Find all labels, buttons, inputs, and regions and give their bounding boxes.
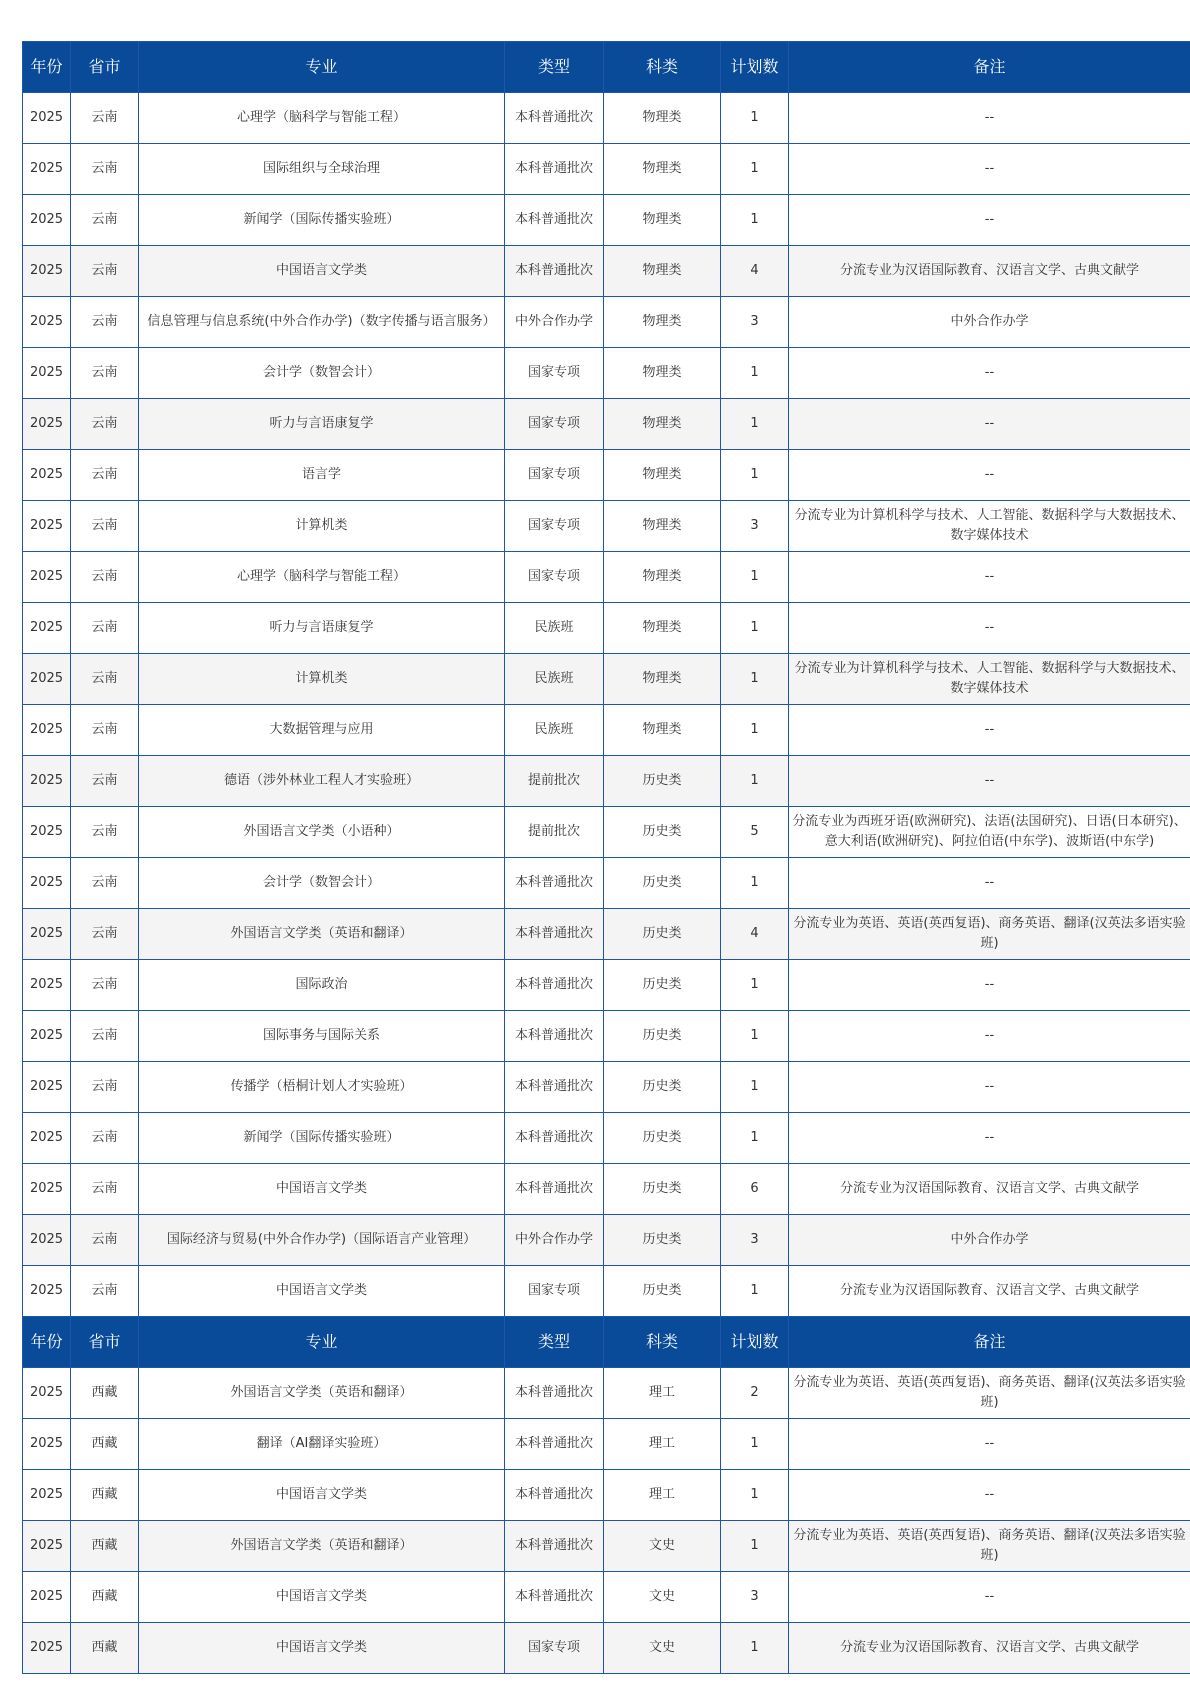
major-cell: 中国语言文学类: [139, 1470, 505, 1521]
year-cell: 2025: [23, 1419, 71, 1470]
table-header-row: [23, 1317, 1190, 1368]
province-cell: 云南: [71, 909, 139, 960]
note-cell: 分流专业为汉语国际教育、汉语言文学、古典文献学: [789, 246, 1190, 297]
note-cell: --: [789, 756, 1190, 807]
table-row: [23, 1572, 1190, 1623]
count-cell: 4: [721, 909, 789, 960]
category-cell: 历史类: [604, 1164, 721, 1215]
year-cell: 2025: [23, 297, 71, 348]
type-cell: 本科普通批次: [505, 1521, 604, 1572]
note-cell: 分流专业为西班牙语(欧洲研究)、法语(法国研究)、日语(日本研究)、意大利语(欧洲研究)、阿拉伯语(中东学)、波斯语(中东学): [789, 807, 1190, 858]
column-header: 类型: [505, 42, 604, 93]
table-row: [23, 1470, 1190, 1521]
year-cell: 2025: [23, 909, 71, 960]
province-cell: 云南: [71, 348, 139, 399]
column-header: 省市: [71, 1317, 139, 1368]
note-cell: --: [789, 1062, 1190, 1113]
type-cell: 本科普通批次: [505, 246, 604, 297]
category-cell: 物理类: [604, 348, 721, 399]
count-cell: 1: [721, 1266, 789, 1317]
province-cell: 云南: [71, 807, 139, 858]
category-cell: 物理类: [604, 705, 721, 756]
year-cell: 2025: [23, 756, 71, 807]
province-cell: 云南: [71, 705, 139, 756]
major-cell: 会计学（数智会计）: [139, 858, 505, 909]
category-cell: 物理类: [604, 93, 721, 144]
province-cell: 西藏: [71, 1368, 139, 1419]
type-cell: 本科普通批次: [505, 858, 604, 909]
note-cell: 分流专业为汉语国际教育、汉语言文学、古典文献学: [789, 1164, 1190, 1215]
category-cell: 历史类: [604, 1062, 721, 1113]
year-cell: 2025: [23, 144, 71, 195]
province-cell: 云南: [71, 1011, 139, 1062]
major-cell: 中国语言文学类: [139, 1266, 505, 1317]
count-cell: 1: [721, 1062, 789, 1113]
table-row: [23, 858, 1190, 909]
province-cell: 云南: [71, 297, 139, 348]
major-cell: 国际政治: [139, 960, 505, 1011]
province-cell: 云南: [71, 654, 139, 705]
year-cell: 2025: [23, 1266, 71, 1317]
note-cell: --: [789, 552, 1190, 603]
category-cell: 历史类: [604, 909, 721, 960]
major-cell: 计算机类: [139, 501, 505, 552]
province-cell: 云南: [71, 1266, 139, 1317]
note-cell: --: [789, 705, 1190, 756]
province-cell: 云南: [71, 93, 139, 144]
enrollment-plan-table: [22, 41, 1190, 1674]
year-cell: 2025: [23, 93, 71, 144]
category-cell: 历史类: [604, 960, 721, 1011]
type-cell: 国家专项: [505, 348, 604, 399]
column-header: 备注: [789, 1317, 1190, 1368]
count-cell: 1: [721, 756, 789, 807]
major-cell: 中国语言文学类: [139, 1623, 505, 1674]
count-cell: 5: [721, 807, 789, 858]
column-header: 专业: [139, 1317, 505, 1368]
category-cell: 物理类: [604, 603, 721, 654]
type-cell: 本科普通批次: [505, 1572, 604, 1623]
column-header: 专业: [139, 42, 505, 93]
count-cell: 3: [721, 501, 789, 552]
column-header: 年份: [23, 1317, 71, 1368]
table-row: [23, 1419, 1190, 1470]
major-cell: 中国语言文学类: [139, 246, 505, 297]
table-row: [23, 1113, 1190, 1164]
table-row: [23, 552, 1190, 603]
type-cell: 国家专项: [505, 1623, 604, 1674]
major-cell: 信息管理与信息系统(中外合作办学)（数字传播与语言服务）: [139, 297, 505, 348]
year-cell: 2025: [23, 1572, 71, 1623]
column-header: 科类: [604, 1317, 721, 1368]
type-cell: 国家专项: [505, 450, 604, 501]
year-cell: 2025: [23, 1164, 71, 1215]
year-cell: 2025: [23, 1011, 71, 1062]
type-cell: 国家专项: [505, 1266, 604, 1317]
year-cell: 2025: [23, 1470, 71, 1521]
major-cell: 听力与言语康复学: [139, 603, 505, 654]
province-cell: 西藏: [71, 1470, 139, 1521]
type-cell: 本科普通批次: [505, 1164, 604, 1215]
count-cell: 1: [721, 144, 789, 195]
major-cell: 听力与言语康复学: [139, 399, 505, 450]
note-cell: 中外合作办学: [789, 1215, 1190, 1266]
category-cell: 物理类: [604, 399, 721, 450]
type-cell: 国家专项: [505, 501, 604, 552]
province-cell: 云南: [71, 195, 139, 246]
major-cell: 外国语言文学类（英语和翻译）: [139, 909, 505, 960]
type-cell: 民族班: [505, 705, 604, 756]
count-cell: 2: [721, 1368, 789, 1419]
type-cell: 本科普通批次: [505, 909, 604, 960]
category-cell: 历史类: [604, 1113, 721, 1164]
table-row: [23, 399, 1190, 450]
type-cell: 本科普通批次: [505, 1113, 604, 1164]
year-cell: 2025: [23, 960, 71, 1011]
note-cell: 分流专业为英语、英语(英西复语)、商务英语、翻译(汉英法多语实验班): [789, 909, 1190, 960]
type-cell: 本科普通批次: [505, 144, 604, 195]
note-cell: 分流专业为汉语国际教育、汉语言文学、古典文献学: [789, 1266, 1190, 1317]
table-row: [23, 501, 1190, 552]
major-cell: 心理学（脑科学与智能工程）: [139, 93, 505, 144]
count-cell: 1: [721, 1113, 789, 1164]
major-cell: 中国语言文学类: [139, 1572, 505, 1623]
count-cell: 1: [721, 399, 789, 450]
table-row: [23, 1062, 1190, 1113]
count-cell: 1: [721, 1470, 789, 1521]
year-cell: 2025: [23, 1368, 71, 1419]
note-cell: --: [789, 1419, 1190, 1470]
major-cell: 心理学（脑科学与智能工程）: [139, 552, 505, 603]
count-cell: 1: [721, 93, 789, 144]
count-cell: 1: [721, 705, 789, 756]
note-cell: 分流专业为汉语国际教育、汉语言文学、古典文献学: [789, 1623, 1190, 1674]
table-row: [23, 348, 1190, 399]
column-header: 备注: [789, 42, 1190, 93]
table-row: [23, 1521, 1190, 1572]
category-cell: 理工: [604, 1419, 721, 1470]
note-cell: --: [789, 1011, 1190, 1062]
category-cell: 历史类: [604, 858, 721, 909]
type-cell: 本科普通批次: [505, 1011, 604, 1062]
count-cell: 3: [721, 1572, 789, 1623]
year-cell: 2025: [23, 654, 71, 705]
year-cell: 2025: [23, 399, 71, 450]
year-cell: 2025: [23, 195, 71, 246]
category-cell: 理工: [604, 1470, 721, 1521]
category-cell: 文史: [604, 1572, 721, 1623]
note-cell: 分流专业为英语、英语(英西复语)、商务英语、翻译(汉英法多语实验班): [789, 1521, 1190, 1572]
note-cell: --: [789, 1572, 1190, 1623]
count-cell: 1: [721, 348, 789, 399]
count-cell: 4: [721, 246, 789, 297]
note-cell: 分流专业为英语、英语(英西复语)、商务英语、翻译(汉英法多语实验班): [789, 1368, 1190, 1419]
major-cell: 语言学: [139, 450, 505, 501]
note-cell: 中外合作办学: [789, 297, 1190, 348]
year-cell: 2025: [23, 705, 71, 756]
province-cell: 云南: [71, 399, 139, 450]
province-cell: 云南: [71, 1113, 139, 1164]
province-cell: 云南: [71, 552, 139, 603]
year-cell: 2025: [23, 552, 71, 603]
note-cell: --: [789, 603, 1190, 654]
province-cell: 西藏: [71, 1572, 139, 1623]
table-row: [23, 144, 1190, 195]
type-cell: 本科普通批次: [505, 1368, 604, 1419]
major-cell: 德语（涉外林业工程人才实验班）: [139, 756, 505, 807]
province-cell: 云南: [71, 144, 139, 195]
type-cell: 本科普通批次: [505, 960, 604, 1011]
province-cell: 西藏: [71, 1521, 139, 1572]
table-row: [23, 450, 1190, 501]
category-cell: 物理类: [604, 297, 721, 348]
category-cell: 物理类: [604, 195, 721, 246]
year-cell: 2025: [23, 858, 71, 909]
major-cell: 国际事务与国际关系: [139, 1011, 505, 1062]
year-cell: 2025: [23, 246, 71, 297]
province-cell: 云南: [71, 1215, 139, 1266]
table-row: [23, 297, 1190, 348]
province-cell: 云南: [71, 246, 139, 297]
type-cell: 民族班: [505, 603, 604, 654]
table-row: [23, 93, 1190, 144]
column-header: 省市: [71, 42, 139, 93]
major-cell: 传播学（梧桐计划人才实验班）: [139, 1062, 505, 1113]
count-cell: 1: [721, 1011, 789, 1062]
count-cell: 1: [721, 603, 789, 654]
year-cell: 2025: [23, 1113, 71, 1164]
table-row: [23, 603, 1190, 654]
category-cell: 物理类: [604, 654, 721, 705]
province-cell: 西藏: [71, 1623, 139, 1674]
category-cell: 历史类: [604, 756, 721, 807]
province-cell: 云南: [71, 450, 139, 501]
column-header: 科类: [604, 42, 721, 93]
table-row: [23, 1215, 1190, 1266]
count-cell: 1: [721, 1521, 789, 1572]
province-cell: 云南: [71, 756, 139, 807]
major-cell: 外国语言文学类（英语和翻译）: [139, 1368, 505, 1419]
table-row: [23, 246, 1190, 297]
column-header: 计划数: [721, 1317, 789, 1368]
note-cell: --: [789, 1113, 1190, 1164]
count-cell: 1: [721, 1419, 789, 1470]
province-cell: 西藏: [71, 1419, 139, 1470]
note-cell: --: [789, 93, 1190, 144]
category-cell: 物理类: [604, 450, 721, 501]
column-header: 年份: [23, 42, 71, 93]
year-cell: 2025: [23, 1521, 71, 1572]
table-row: [23, 1368, 1190, 1419]
category-cell: 物理类: [604, 144, 721, 195]
year-cell: 2025: [23, 807, 71, 858]
note-cell: --: [789, 195, 1190, 246]
table-row: [23, 960, 1190, 1011]
type-cell: 本科普通批次: [505, 93, 604, 144]
table-row: [23, 195, 1190, 246]
type-cell: 国家专项: [505, 552, 604, 603]
type-cell: 提前批次: [505, 807, 604, 858]
type-cell: 本科普通批次: [505, 1470, 604, 1521]
type-cell: 中外合作办学: [505, 297, 604, 348]
year-cell: 2025: [23, 1215, 71, 1266]
category-cell: 理工: [604, 1368, 721, 1419]
note-cell: --: [789, 348, 1190, 399]
major-cell: 大数据管理与应用: [139, 705, 505, 756]
type-cell: 民族班: [505, 654, 604, 705]
category-cell: 历史类: [604, 807, 721, 858]
note-cell: 分流专业为计算机科学与技术、人工智能、数据科学与大数据技术、数字媒体技术: [789, 501, 1190, 552]
count-cell: 1: [721, 654, 789, 705]
major-cell: 中国语言文学类: [139, 1164, 505, 1215]
category-cell: 文史: [604, 1623, 721, 1674]
year-cell: 2025: [23, 603, 71, 654]
category-cell: 文史: [604, 1521, 721, 1572]
province-cell: 云南: [71, 1164, 139, 1215]
year-cell: 2025: [23, 450, 71, 501]
note-cell: --: [789, 450, 1190, 501]
table-row: [23, 705, 1190, 756]
type-cell: 本科普通批次: [505, 1419, 604, 1470]
province-cell: 云南: [71, 960, 139, 1011]
type-cell: 提前批次: [505, 756, 604, 807]
major-cell: 计算机类: [139, 654, 505, 705]
category-cell: 历史类: [604, 1011, 721, 1062]
table-row: [23, 654, 1190, 705]
note-cell: --: [789, 858, 1190, 909]
count-cell: 1: [721, 960, 789, 1011]
category-cell: 物理类: [604, 501, 721, 552]
major-cell: 国际经济与贸易(中外合作办学)（国际语言产业管理）: [139, 1215, 505, 1266]
type-cell: 国家专项: [505, 399, 604, 450]
note-cell: 分流专业为计算机科学与技术、人工智能、数据科学与大数据技术、数字媒体技术: [789, 654, 1190, 705]
major-cell: 外国语言文学类（小语种）: [139, 807, 505, 858]
column-header: 类型: [505, 1317, 604, 1368]
table-row: [23, 1266, 1190, 1317]
year-cell: 2025: [23, 501, 71, 552]
table-row: [23, 807, 1190, 858]
count-cell: 6: [721, 1164, 789, 1215]
count-cell: 1: [721, 450, 789, 501]
year-cell: 2025: [23, 348, 71, 399]
major-cell: 会计学（数智会计）: [139, 348, 505, 399]
type-cell: 本科普通批次: [505, 195, 604, 246]
type-cell: 中外合作办学: [505, 1215, 604, 1266]
major-cell: 新闻学（国际传播实验班）: [139, 195, 505, 246]
table-row: [23, 756, 1190, 807]
count-cell: 1: [721, 1623, 789, 1674]
column-header: 计划数: [721, 42, 789, 93]
table-row: [23, 909, 1190, 960]
count-cell: 1: [721, 858, 789, 909]
table-row: [23, 1011, 1190, 1062]
note-cell: --: [789, 960, 1190, 1011]
table-row: [23, 1164, 1190, 1215]
count-cell: 3: [721, 297, 789, 348]
category-cell: 物理类: [604, 552, 721, 603]
count-cell: 3: [721, 1215, 789, 1266]
province-cell: 云南: [71, 1062, 139, 1113]
province-cell: 云南: [71, 603, 139, 654]
category-cell: 物理类: [604, 246, 721, 297]
province-cell: 云南: [71, 501, 139, 552]
table-header-row: [23, 42, 1190, 93]
count-cell: 1: [721, 195, 789, 246]
major-cell: 国际组织与全球治理: [139, 144, 505, 195]
note-cell: --: [789, 399, 1190, 450]
province-cell: 云南: [71, 858, 139, 909]
category-cell: 历史类: [604, 1266, 721, 1317]
major-cell: 翻译（AI翻译实验班）: [139, 1419, 505, 1470]
note-cell: --: [789, 1470, 1190, 1521]
note-cell: --: [789, 144, 1190, 195]
year-cell: 2025: [23, 1623, 71, 1674]
type-cell: 本科普通批次: [505, 1062, 604, 1113]
table-row: [23, 1623, 1190, 1674]
year-cell: 2025: [23, 1062, 71, 1113]
major-cell: 外国语言文学类（英语和翻译）: [139, 1521, 505, 1572]
count-cell: 1: [721, 552, 789, 603]
category-cell: 历史类: [604, 1215, 721, 1266]
major-cell: 新闻学（国际传播实验班）: [139, 1113, 505, 1164]
